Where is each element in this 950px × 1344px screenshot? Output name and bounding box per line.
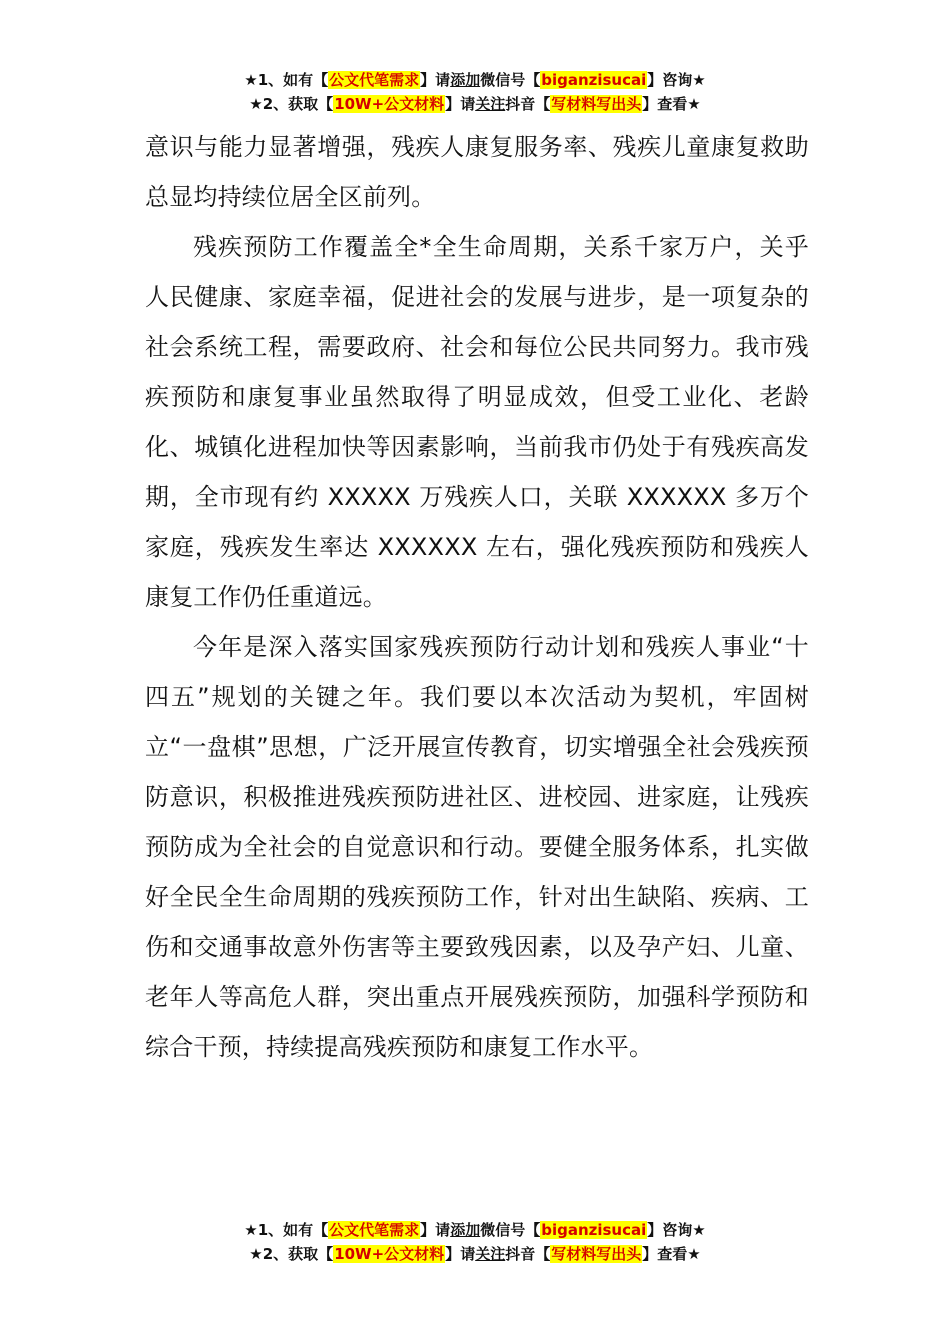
footer-line-1-mid1: 】请 — [420, 1221, 451, 1239]
footer-line-1-mid2: 微信号【 — [480, 1221, 541, 1239]
paragraph-prevention-overview: 残疾预防工作覆盖全*全生命周期，关系千家万户，关乎人民健康、家庭幸福，促进社会的发展与进步，是一项复杂的社会系统工程，需要政府、社会和每位公民共同努力。我市残疾预防和康复事业虽然取得了明显成效，但受工业化、老龄化、城镇化进程加快等因素影响，当前我市仍处于有残疾高发期，全市现有约 XXXXX 万残疾人口，关联 XXXXXX 多万个家庭，残疾发生率达 XXXXXX 左右，强化残疾预防和残疾人康复工作仍任重道远。 — [145, 233, 809, 611]
footer-line-2-mid2: 抖音【 — [505, 1245, 551, 1263]
banner-line-2-mid1: 】请 — [445, 95, 476, 113]
banner-line-2-mid2: 抖音【 — [505, 95, 551, 113]
banner-line-2-prefix: ★2、获取【 — [249, 95, 334, 113]
banner-line-1-mid2: 微信号【 — [480, 71, 541, 89]
footer-highlight-materials: 10W+公文材料 — [334, 1245, 445, 1263]
footer-banner-line-1 — [0, 1218, 950, 1242]
footer-banner-line-2 — [0, 1242, 950, 1266]
footer-line-2-prefix: ★2、获取【 — [249, 1245, 334, 1263]
banner-highlight-douyin: 写材料写出头 — [551, 95, 642, 113]
banner-underline-add: 添加 — [450, 71, 481, 89]
footer-underline-add: 添加 — [450, 1221, 481, 1239]
footer-highlight-douyin: 写材料写出头 — [551, 1245, 642, 1263]
header-banner — [0, 68, 950, 116]
banner-line-1-prefix: ★1、如有【 — [244, 71, 329, 89]
footer-line-1-suffix: 】咨询★ — [647, 1221, 706, 1239]
footer-banner — [0, 1218, 950, 1266]
paragraph-this-year-plan: 今年是深入落实国家残疾预防行动计划和残疾人事业“十四五”规划的关键之年。我们要以本次活动为契机，牢固树立“一盘棋”思想，广泛开展宣传教育，切实增强全社会残疾预防意识，积极推进残疾预防进社区、进校园、进家庭，让残疾预防成为全社会的自觉意识和行动。要健全服务体系，扎实做好全民全生命周期的残疾预防工作，针对出生缺陷、疾病、工伤和交通事故意外伤害等主要致残因素，以及孕产妇、儿童、老年人等高危人群，突出重点开展残疾预防，加强科学预防和综合干预，持续提高残疾预防和康复工作水平。 — [145, 633, 809, 1061]
footer-line-1-prefix: ★1、如有【 — [244, 1221, 329, 1239]
paragraph-continued: 意识与能力显著增强，残疾人康复服务率、残疾儿童康复救助总显均持续位居全区前列。 — [145, 133, 809, 211]
footer-underline-follow: 关注 — [475, 1245, 506, 1263]
banner-underline-follow: 关注 — [475, 95, 506, 113]
banner-line-1-mid1: 】请 — [420, 71, 451, 89]
banner-line-1 — [0, 68, 950, 92]
banner-line-2 — [0, 92, 950, 116]
banner-line-2-suffix: 】查看★ — [642, 95, 701, 113]
footer-line-2-suffix: 】查看★ — [642, 1245, 701, 1263]
document-body — [145, 122, 809, 1072]
banner-highlight-service: 公文代笔需求 — [329, 71, 420, 89]
banner-highlight-wechat-id: biganzisucai — [541, 71, 647, 89]
banner-line-1-suffix: 】咨询★ — [647, 71, 706, 89]
footer-highlight-service: 公文代笔需求 — [329, 1221, 420, 1239]
banner-highlight-materials: 10W+公文材料 — [334, 95, 445, 113]
footer-highlight-wechat-id: biganzisucai — [541, 1221, 647, 1239]
footer-line-2-mid1: 】请 — [445, 1245, 476, 1263]
